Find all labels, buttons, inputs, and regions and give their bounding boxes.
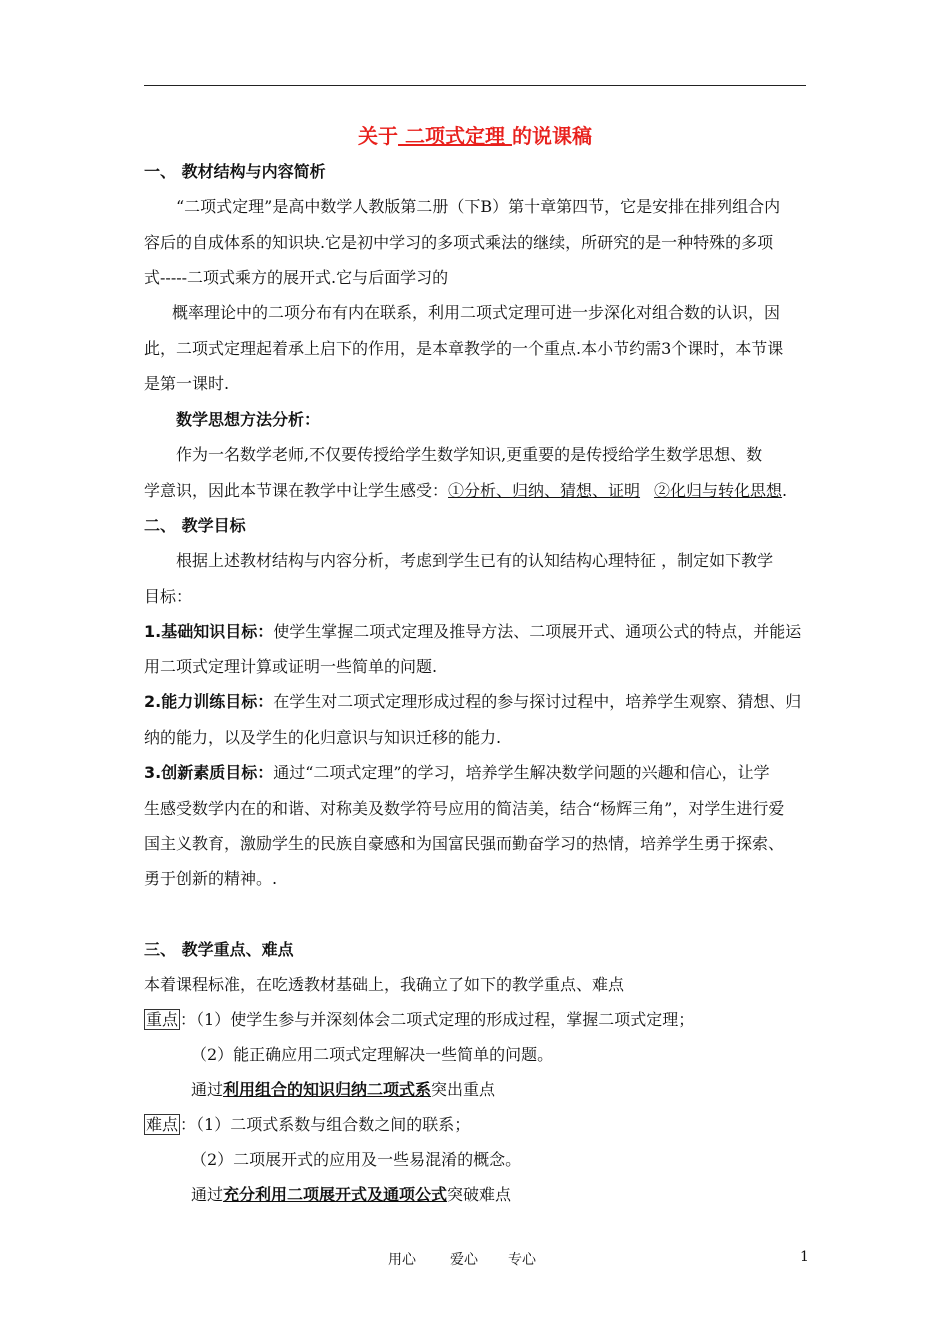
goal-label: 3.创新素质目标：	[144, 763, 274, 782]
paragraph-line: 概率理论中的二项分布有内在联系，利用二项式定理可进一步深化对组合数的认识，因	[172, 303, 781, 322]
section-1-heading: 一、 教材结构与内容简析	[144, 162, 326, 181]
text-span: 在学生对二项式定理形成过程的参与探讨过程中，培养学生观察、猜想、归	[273, 692, 802, 711]
paragraph-line	[144, 481, 787, 501]
paragraph-line: 根据上述教材结构与内容分析，考虑到学生已有的认知结构心理特征 ，制定如下教学	[176, 551, 774, 570]
footer-text-a: 用心	[388, 1252, 416, 1268]
document-title	[0, 126, 950, 146]
goal-label: 1.基础知识目标：	[144, 622, 274, 641]
text-span: 通过	[191, 1080, 224, 1099]
difficulty-method	[191, 1185, 511, 1205]
text-span: .	[782, 481, 788, 500]
paragraph-line: 容后的自成体系的知识块.它是初中学习的多项式乘法的继续，所研究的是一种特殊的多项	[144, 233, 774, 252]
section-2-heading: 二、 教学目标	[144, 516, 246, 535]
goal-2	[144, 692, 801, 712]
paragraph-line: 目标：	[144, 587, 193, 606]
text-span: ：（1）二项式系数与组合数之间的联系；	[180, 1115, 471, 1134]
key-point-method	[191, 1080, 495, 1100]
text-span: 通过	[191, 1185, 224, 1204]
footer-text-b: 爱心	[450, 1252, 478, 1268]
goal-label: 2.能力训练目标：	[144, 692, 274, 711]
paragraph-line: 此，二项式定理起着承上启下的作用，是本章教学的一个重点.本小节约需3个课时，本节课	[144, 339, 784, 358]
underlined-phrase: ①分析、归纳、猜想、证明	[448, 481, 641, 500]
key-point-label: 重点	[146, 1010, 179, 1029]
difficulty-2: （2）二项展开式的应用及一些易混淆的概念。	[191, 1150, 522, 1169]
paragraph-line: “二项式定理”是高中数学人教版第二册（下B）第十章第四节，它是安排在排列组合内	[176, 197, 781, 216]
emphasis-phrase: 利用组合的知识归纳二项式系	[223, 1080, 432, 1099]
goal-1	[144, 622, 801, 642]
title-prefix: 关于	[358, 124, 399, 148]
text-span: 学意识，因此本节课在教学中让学生感受：	[144, 481, 449, 500]
header-rule	[144, 85, 806, 86]
paragraph-line: 生感受数学内在的和谐、对称美及数学符号应用的简洁美，结合“杨辉三角”，对学生进行爱	[144, 799, 785, 818]
paragraph-line: 用二项式定理计算或证明一些简单的问题.	[144, 657, 438, 676]
title-suffix: 的说课稿	[511, 124, 592, 148]
paragraph-line: 本着课程标准，在吃透教材基础上，我确立了如下的教学重点、难点	[144, 975, 625, 994]
key-point-2: （2）能正确应用二项式定理解决一些简单的问题。	[191, 1045, 554, 1064]
paragraph-line: 式-----二项式乘方的展开式.它与后面学习的	[144, 268, 449, 287]
subsection-heading: 数学思想方法分析：	[176, 410, 321, 429]
page-number: 1	[800, 1249, 809, 1265]
difficulty-1	[144, 1115, 470, 1135]
emphasis-phrase: 充分利用二项展开式及通项公式	[223, 1185, 448, 1204]
paragraph-line: 是第一课时.	[144, 374, 230, 393]
paragraph-line: 作为一名数学老师,不仅要传授给学生数学知识,更重要的是传授给学生数学思想、数	[176, 445, 763, 464]
paragraph-line: 国主义教育，激励学生的民族自豪感和为国富民强而勤奋学习的热情，培养学生勇于探索、	[144, 834, 785, 853]
difficulty-label: 难点	[146, 1115, 179, 1134]
footer-text-c: 专心	[508, 1252, 536, 1268]
goal-3	[144, 763, 770, 783]
paragraph-line: 纳的能力，以及学生的化归意识与知识迁移的能力.	[144, 728, 502, 747]
key-point-1	[144, 1010, 694, 1030]
section-3-heading: 三、 教学重点、难点	[144, 940, 294, 959]
underlined-phrase: ②化归与转化思想	[654, 481, 783, 500]
text-span: 突破难点	[447, 1185, 512, 1204]
paragraph-line: 勇于创新的精神。.	[144, 869, 278, 888]
text-span: 使学生掌握二项式定理及推导方法、二项展开式、通项公式的特点，并能运	[273, 622, 802, 641]
text-span: 突出重点	[431, 1080, 496, 1099]
text-span: ：（1）使学生参与并深刻体会二项式定理的形成过程，掌握二项式定理；	[180, 1010, 695, 1029]
text-span: 通过“二项式定理”的学习，培养学生解决数学问题的兴趣和信心，让学	[273, 763, 770, 782]
title-topic: 二项式定理	[398, 124, 512, 148]
